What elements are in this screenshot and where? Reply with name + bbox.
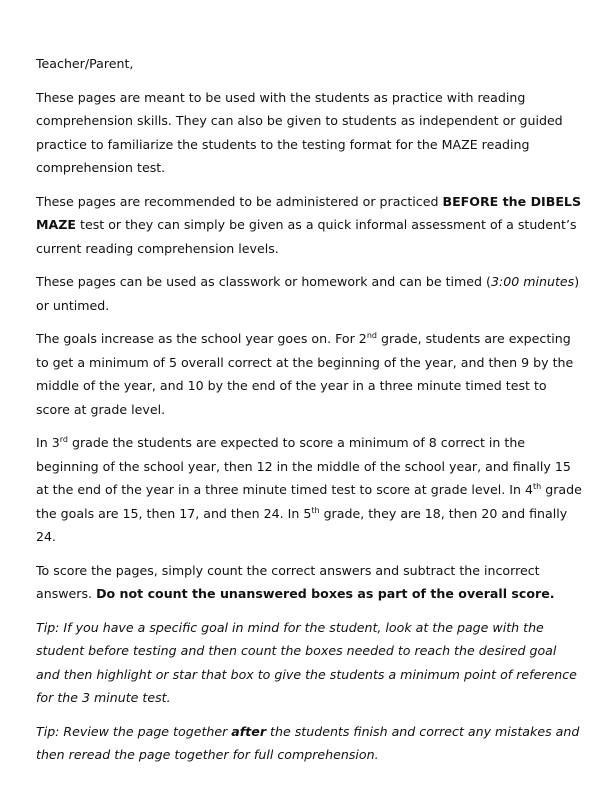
fourth-grade-text-c: grade the goals are 15, then 17, and then 24. In 5 xyxy=(36,482,582,521)
third-grade-ordinal: rd xyxy=(59,435,68,444)
paragraph-administration-emphasis: BEFORE the DIBELS MAZE xyxy=(36,193,582,232)
fourth-grade-ordinal: th xyxy=(533,482,542,491)
second-grade-text-b: grade, students are expecting to get a minimum of 5 overall correct at the beginning of the year, and then 9 by the middle of the year, and 10 by the end of the year in a three minute timed test to score at grade level. xyxy=(36,331,574,417)
second-grade-text-a: The goals increase as the school year goes on. For 2 xyxy=(36,331,367,346)
tip-review-text-c: the students finish and correct any mistakes and then reread the page together for full comprehension. xyxy=(36,723,580,762)
paragraph-timing-text-a: These pages can be used as classwork or homework and can be timed ( xyxy=(36,274,491,289)
tip-goal: Tip: If you have a specific goal in mind for the student, look at the page with the student before testing and then count the boxes needed to reach the desired goal and then highlight or star that box to give the students a minimum point of reference for the 3 minute test. xyxy=(36,619,577,705)
tip-review xyxy=(36,720,582,767)
paragraph-administration-text-a: These pages are recommended to be administered or practiced xyxy=(36,193,443,209)
third-grade-text-b: grade the students are expected to score a minimum of 8 correct in the beginning of the school year, then 12 in the middle of the school year, and finally 15 at the end of the year in a three minute timed test to score at grade level. In 4 xyxy=(36,435,571,497)
paragraph-timing-duration: 3:00 minutes xyxy=(490,274,575,289)
fifth-grade-text-d: grade, they are 18, then 20 and finally 24. xyxy=(36,505,568,544)
paragraph-scoring xyxy=(36,559,582,606)
salutation: Teacher/Parent, xyxy=(36,56,134,71)
paragraph-purpose: These pages are meant to be used with the students as practice with reading comprehension skills. They can also be given to students as independent or guided practice to familiarize the students to the testing format for the MAZE reading comprehension test. xyxy=(36,89,563,175)
paragraph-third-fifth-grade-goals xyxy=(36,431,582,549)
third-grade-text-a: In 3 xyxy=(36,435,60,450)
second-grade-ordinal: nd xyxy=(366,331,377,340)
paragraph-administration xyxy=(36,190,582,261)
fifth-grade-ordinal: th xyxy=(311,505,320,515)
paragraph-administration-text-c: test or they can simply be given as a quick informal assessment of a student’s current reading comprehension levels. xyxy=(36,217,577,256)
paragraph-timing-text-c: ) or untimed. xyxy=(36,274,580,313)
scoring-text-a: To score the pages, simply count the correct answers and subtract the incorrect answers. xyxy=(36,562,540,601)
scoring-emphasis: Do not count the unanswered boxes as part of the overall score. xyxy=(96,586,555,601)
paragraph-second-grade-goals xyxy=(36,327,582,421)
tip-review-emphasis: after xyxy=(231,723,267,739)
paragraph-timing xyxy=(36,270,582,317)
tip-review-text-a: Tip: Review the page together xyxy=(36,723,232,739)
